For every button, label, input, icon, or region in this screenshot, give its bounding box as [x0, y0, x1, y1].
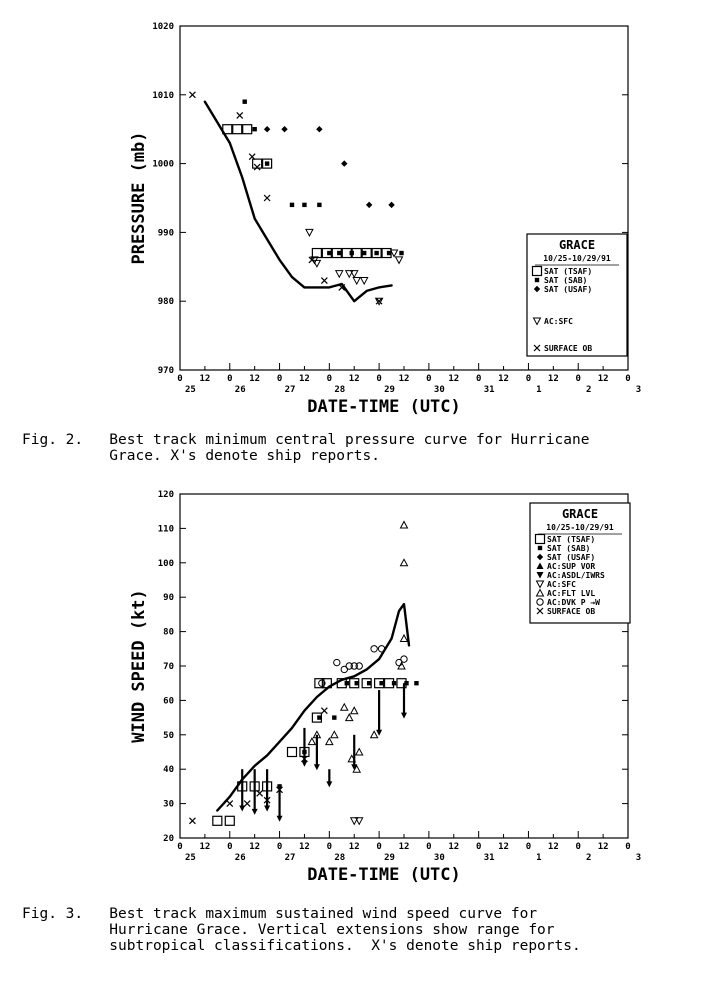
chart1-day-label: 27 [284, 385, 296, 395]
chart1-legend-box [527, 234, 627, 356]
chart1-x-marker [254, 164, 260, 170]
chart2-range-arrow-head [401, 713, 407, 719]
chart2-open-up-triangle-marker [346, 714, 353, 721]
chart2-x-axis-title: DATE-TIME (UTC) [307, 865, 461, 885]
chart2-day-label: 2 [585, 853, 592, 863]
chart1-diamond-marker [281, 126, 287, 132]
chart2-x-tick-label: 0 [575, 842, 581, 852]
chart1-x-tick-label: 0 [625, 374, 631, 384]
chart2-range-arrow-head [326, 781, 332, 787]
chart2-open-up-triangle-marker [326, 738, 333, 745]
chart1-x-tick-label: 12 [398, 374, 410, 384]
chart2-x-tick-label: 0 [376, 842, 382, 852]
chart1-day-label: 2 [585, 385, 592, 395]
chart1-day-label: 25 [185, 385, 196, 395]
chart1-y-tick-label: 1010 [152, 90, 174, 101]
chart2-x-tick-label: 0 [475, 842, 482, 852]
chart2-square-marker [213, 816, 222, 825]
chart2-legend-entry-label: SAT (TSAF) [547, 535, 596, 544]
chart2-y-tick-label: 50 [163, 730, 174, 741]
chart1-day-label: 3 [635, 385, 642, 395]
chart2-legend-entry-label: SAT (SAB) [547, 544, 591, 553]
chart2-open-up-triangle-marker [351, 707, 358, 714]
chart1-filled-square-marker [252, 127, 256, 131]
chart1-square-marker [233, 125, 242, 134]
chart1-diamond-marker [366, 202, 372, 208]
chart2-day-label: 31 [483, 853, 495, 863]
chart1-day-label: 30 [433, 385, 445, 395]
chart2-legend-entry-label: SURFACE OB [547, 607, 596, 616]
chart2-filled-square-marker [345, 681, 349, 685]
chart2-y-tick-label: 100 [157, 558, 174, 569]
chart2-circle-marker [401, 656, 407, 662]
chart1-x-tick-label: 0 [475, 374, 482, 384]
chart1-day-label: 29 [384, 385, 395, 395]
chart1-x-marker [189, 92, 195, 98]
chart1-x-tick-label: 12 [448, 374, 460, 384]
chart2-day-label: 25 [185, 853, 196, 863]
chart2-day-label: 28 [334, 853, 346, 863]
chart1-legend-entry-label: SAT (TSAF) [544, 267, 593, 276]
chart2-x-marker [227, 801, 233, 807]
chart2-x-tick-label: 12 [249, 842, 261, 852]
chart1-open-down-triangle-marker [336, 271, 343, 278]
chart2-y-tick-label: 20 [163, 834, 174, 844]
chart1-filled-square-marker [350, 251, 354, 255]
chart2-open-up-triangle-marker [401, 521, 408, 528]
chart2-range-arrow-head [264, 805, 270, 811]
chart1-open-down-triangle-marker [361, 278, 368, 285]
chart2-filled-square-marker [332, 715, 336, 719]
chart1-filled-square-marker [317, 203, 321, 207]
chart1-legend-entry-label: SAT (SAB) [544, 276, 588, 285]
chart2-y-tick-label: 60 [163, 696, 174, 707]
chart1-legend-dates: 10/25-10/29/91 [543, 254, 611, 263]
chart2-legend-title: GRACE [561, 507, 599, 521]
chart2-day-label: 27 [284, 853, 296, 863]
chart1-y-tick-label: 1020 [152, 22, 174, 32]
chart2-y-tick-label: 80 [163, 627, 174, 638]
chart2-x-tick-label: 0 [625, 842, 631, 852]
chart1-x-tick-label: 12 [348, 374, 360, 384]
chart1-day-label: 31 [483, 385, 495, 395]
chart1-y-tick-label: 980 [157, 297, 174, 308]
chart2-y-tick-label: 70 [163, 662, 174, 672]
chart2-circle-marker [334, 659, 340, 665]
chart2-x-tick-label: 12 [348, 842, 360, 852]
chart2-day-label: 30 [433, 853, 445, 863]
chart2-y-tick-label: 120 [157, 490, 174, 500]
chart1-diamond-marker [264, 126, 270, 132]
chart1-x-axis-title: DATE-TIME (UTC) [307, 397, 461, 417]
chart2-filled-square-marker [367, 681, 371, 685]
chart2-x-tick-label: 12 [299, 842, 310, 852]
chart1-open-down-triangle-marker [353, 278, 360, 285]
chart2-range-arrow-head [376, 730, 382, 736]
chart2-legend-entry-label: AC:FLT LVL [547, 589, 596, 598]
chart2-open-up-triangle-marker [331, 731, 338, 738]
chart1-y-tick-label: 990 [157, 228, 174, 239]
chart2-open-down-triangle-marker [356, 818, 363, 825]
chart2-open-up-triangle-marker [371, 731, 378, 738]
chart2-x-tick-label: 12 [597, 842, 609, 852]
chart2-y-tick-label: 90 [163, 593, 174, 604]
chart1-square-marker [312, 249, 321, 258]
chart2-y-axis-title: WIND SPEED (kt) [129, 589, 149, 743]
chart1-open-down-triangle-marker [396, 257, 403, 264]
chart2-day-label: 1 [536, 853, 542, 863]
chart2-range-arrow-head [277, 816, 283, 822]
chart2-filled-square-marker [414, 681, 418, 685]
chart1-x-tick-label: 12 [597, 374, 609, 384]
chart1-x-tick-label: 0 [276, 374, 283, 384]
chart2-square-marker [288, 748, 297, 757]
chart2-filled-square-marker [355, 681, 359, 685]
figure-2-caption: Fig. 2. Best track minimum central pressure curve for Hurricane Grace. X's denote ship reports. [22, 432, 590, 464]
chart1-x-tick-label: 12 [199, 374, 211, 384]
chart1-x-tick-label: 0 [177, 374, 183, 384]
chart1-filled-square-marker [243, 99, 247, 103]
chart1-x-tick-label: 12 [249, 374, 261, 384]
chart1-open-down-triangle-marker [351, 271, 358, 278]
chart1-square-marker [243, 125, 252, 134]
chart2-filled-square-marker [302, 750, 306, 754]
chart1-x-tick-label: 0 [376, 374, 382, 384]
chart2-legend-entry-label: AC:SFC [547, 580, 576, 589]
chart1-filled-square-marker [302, 203, 306, 207]
chart1-x-marker [321, 278, 327, 284]
chart1-filled-square-marker [399, 251, 403, 255]
chart2-x-tick-label: 0 [426, 842, 432, 852]
chart1-x-tick-label: 0 [575, 374, 581, 384]
chart2-filled-square-marker [379, 681, 383, 685]
chart1-legend-entry-label: SURFACE OB [544, 344, 593, 353]
chart2-x-tick-label: 0 [276, 842, 283, 852]
chart2-legend-entry-label: AC:DVK P →W [547, 598, 600, 607]
chart2-range-arrow-head [252, 809, 258, 815]
chart2-x-marker [244, 801, 250, 807]
chart2-x-tick-label: 12 [547, 842, 559, 852]
chart2-x-tick-label: 12 [398, 842, 410, 852]
chart1-x-tick-label: 0 [426, 374, 432, 384]
chart1-x-marker [237, 112, 243, 118]
chart1-day-label: 26 [234, 385, 246, 395]
chart2-x-tick-label: 12 [448, 842, 460, 852]
chart2-range-arrow-head [314, 764, 320, 770]
chart2-best-track-curve [217, 604, 409, 810]
chart2-legend-filled-square-marker [538, 546, 542, 550]
chart1-x-tick-label: 0 [525, 374, 532, 384]
chart2-x-marker [189, 818, 195, 824]
chart2-filled-square-marker [317, 715, 321, 719]
chart2-x-tick-label: 0 [227, 842, 233, 852]
chart2-y-tick-label: 40 [163, 765, 174, 776]
chart2-legend-entry-label: AC:SUP VOR [547, 562, 596, 571]
chart1-legend-entry-label: AC:SFC [544, 317, 573, 326]
chart2-x-tick-label: 12 [498, 842, 509, 852]
chart1-x-tick-label: 0 [326, 374, 333, 384]
chart1-filled-square-marker [337, 251, 341, 255]
chart1-x-tick-label: 12 [299, 374, 310, 384]
chart1-x-tick-label: 12 [498, 374, 509, 384]
chart1-filled-square-marker [265, 161, 269, 165]
chart1-legend-entry-label: SAT (USAF) [544, 285, 593, 294]
chart1-x-tick-label: 12 [547, 374, 559, 384]
chart2-circle-marker [371, 646, 377, 652]
chart1-filled-square-marker [290, 203, 294, 207]
chart1-y-tick-label: 970 [157, 366, 174, 376]
chart1-x-marker [264, 195, 270, 201]
chart1-diamond-marker [316, 126, 322, 132]
chart1-x-tick-label: 0 [227, 374, 233, 384]
chart2-x-tick-label: 0 [177, 842, 183, 852]
chart2-x-marker [321, 708, 327, 714]
chart2-x-tick-label: 12 [199, 842, 211, 852]
chart1-diamond-marker [388, 202, 394, 208]
chart2-y-tick-label: 110 [157, 524, 174, 535]
chart1-filled-square-marker [362, 251, 366, 255]
chart2-legend-entry-label: AC:ASDL/IWRS [547, 571, 605, 580]
chart1-y-tick-label: 1000 [152, 159, 174, 170]
chart1-filled-square-marker [327, 251, 331, 255]
chart2-legend-entry-label: SAT (USAF) [547, 553, 596, 562]
chart2-open-up-triangle-marker [401, 635, 408, 642]
chart2-filled-square-marker [404, 681, 408, 685]
chart1-y-axis-title: PRESSURE (mb) [129, 131, 149, 265]
chart1-filled-square-marker [374, 251, 378, 255]
chart1-day-label: 1 [536, 385, 542, 395]
chart2-open-up-triangle-marker [401, 559, 408, 566]
chart1-legend-filled-square-marker [535, 278, 539, 282]
chart2-open-up-triangle-marker [341, 704, 348, 711]
chart2-x-tick-label: 0 [525, 842, 532, 852]
chart2-day-label: 26 [234, 853, 246, 863]
chart1-diamond-marker [341, 160, 347, 166]
chart2-day-label: 29 [384, 853, 395, 863]
chart2-square-marker [225, 816, 234, 825]
chart1-filled-square-marker [387, 251, 391, 255]
chart2-day-label: 3 [635, 853, 642, 863]
chart2-filled-square-marker [392, 681, 396, 685]
chart2-y-tick-label: 30 [163, 799, 174, 810]
chart2-open-up-triangle-marker [356, 749, 363, 756]
chart2-legend-dates: 10/25-10/29/91 [546, 523, 614, 532]
chart1-open-down-triangle-marker [306, 229, 313, 236]
chart2-circle-marker [378, 646, 384, 652]
figure-3-caption: Fig. 3. Best track maximum sustained wind speed curve for Hurricane Grace. Vertical extensions show range for subtropical classifications. X's denote ship reports. [22, 906, 581, 954]
chart2-x-tick-label: 0 [326, 842, 333, 852]
chart1-day-label: 28 [334, 385, 346, 395]
chart2-open-up-triangle-marker [308, 738, 315, 745]
chart1-legend-title: GRACE [558, 238, 596, 252]
